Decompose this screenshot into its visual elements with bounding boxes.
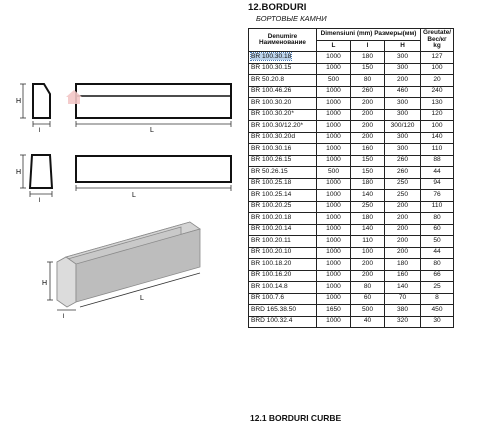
table-row [249,224,454,236]
cell-L: 1000 [317,63,351,75]
table-row [249,305,454,317]
header-denumire [249,29,317,52]
cell-name [249,270,317,282]
cell-L: 1000 [317,98,351,110]
product-code: BR 100.20.18 [251,213,292,221]
cell-l: 260 [351,86,385,98]
cell-weight: 127 [421,52,454,64]
cell-weight: 100 [421,121,454,133]
cell-H: 380 [385,305,421,317]
cell-H: 260 [385,167,421,179]
curb-elevation-1 [76,84,231,118]
cell-H: 250 [385,178,421,190]
cell-name [249,178,317,190]
curb-profile-beveled [33,84,50,118]
header-weight-ro: Greutate/ [422,29,452,37]
cell-l: 200 [351,270,385,282]
table-row [249,201,454,213]
label-l-1: l [39,127,41,134]
product-code: BR 100.16.20 [251,271,292,279]
cell-name [249,293,317,305]
cell-weight: 120 [421,109,454,121]
header-weight-unit: kg [433,42,441,50]
cell-name [249,259,317,271]
cell-H: 200 [385,201,421,213]
cell-L: 1000 [317,247,351,259]
cell-weight: 66 [421,270,454,282]
section-title: 12.BORDURI [248,2,307,13]
cell-l: 60 [351,293,385,305]
label-H-3: H [42,280,48,287]
cell-H: 300 [385,109,421,121]
cell-H: 260 [385,155,421,167]
table-row [249,132,454,144]
cell-name [249,155,317,167]
table-row [249,144,454,156]
cell-name [249,201,317,213]
cell-H: 200 [385,75,421,87]
label-H-2: H [16,169,22,176]
product-code: BR 100.46.26 [251,87,292,95]
label-L-2: L [132,192,136,199]
cell-H: 300 [385,63,421,75]
cell-weight: 130 [421,98,454,110]
product-code: BR 100.18.20 [251,259,292,267]
product-code: BR 100.30.16 [251,144,292,152]
cell-l: 150 [351,167,385,179]
cell-weight: 110 [421,144,454,156]
cell-H: 160 [385,270,421,282]
cell-weight: 44 [421,167,454,179]
table-row [249,236,454,248]
product-code: BR 100.30/12.20* [251,121,304,129]
header-denumire-ru: Наименование [259,39,306,46]
table-row [249,75,454,87]
dimension-lines-1 [20,84,50,127]
cell-name [249,213,317,225]
table-row [249,98,454,110]
product-code: BR 100.7.6 [251,294,284,302]
cell-H: 300 [385,132,421,144]
table-row [249,121,454,133]
header-L: L [317,40,351,52]
technical-drawings [0,0,240,419]
table-body [249,52,454,328]
cell-L: 1000 [317,224,351,236]
cell-H: 250 [385,190,421,202]
table-row [249,213,454,225]
cell-l: 180 [351,52,385,64]
label-L-1: L [150,127,154,134]
cell-l: 150 [351,155,385,167]
table-row [249,167,454,179]
cell-H: 300/120 [385,121,421,133]
cell-weight: 50 [421,236,454,248]
product-code: BR 100.20.14 [251,225,292,233]
cell-weight: 44 [421,247,454,259]
cell-name [249,224,317,236]
cell-H: 300 [385,52,421,64]
cell-l: 160 [351,144,385,156]
next-section-title: 12.1 BORDURI CURBE [250,413,342,423]
table-row [249,86,454,98]
cell-name [249,75,317,87]
cell-name [249,121,317,133]
product-code: BR 100.26.15 [251,156,292,164]
cell-L: 1000 [317,293,351,305]
cell-L: 1000 [317,86,351,98]
curb-3d-view [57,222,200,307]
cell-l: 140 [351,190,385,202]
cell-weight: 25 [421,282,454,294]
cell-weight: 80 [421,259,454,271]
cell-l: 80 [351,75,385,87]
table-row [249,316,454,328]
cell-L: 500 [317,167,351,179]
cell-name [249,305,317,317]
table-row [249,155,454,167]
cell-weight: 30 [421,316,454,328]
cell-L: 1000 [317,132,351,144]
cell-L: 1000 [317,52,351,64]
product-code: BR 100.30.20 [251,98,292,106]
cell-L: 1000 [317,190,351,202]
label-l-2: l [39,197,41,204]
cell-name [249,167,317,179]
cell-L: 1000 [317,316,351,328]
product-code: BR 100.14.8 [251,282,288,290]
header-H: H [385,40,421,52]
cell-L: 1000 [317,155,351,167]
dimension-lines-3 [20,155,52,197]
label-L-3: L [140,295,144,302]
header-denumire-ro: Denumire [267,32,298,40]
cell-name [249,190,317,202]
cell-l: 200 [351,109,385,121]
cell-l: 100 [351,247,385,259]
borduri-table [248,28,454,328]
header-weight [421,29,454,52]
cell-l: 200 [351,259,385,271]
cell-l: 140 [351,224,385,236]
cell-L: 1000 [317,270,351,282]
product-code: BR 100.30.18 [251,52,292,60]
cell-l: 180 [351,213,385,225]
product-code: BR 100.20.25 [251,202,292,210]
cell-l: 200 [351,121,385,133]
cell-H: 70 [385,293,421,305]
cell-weight: 94 [421,178,454,190]
cell-L: 500 [317,75,351,87]
table-row [249,52,454,64]
cell-l: 150 [351,63,385,75]
product-code: BR 100.20.10 [251,248,292,256]
cell-name [249,282,317,294]
cell-H: 200 [385,213,421,225]
cell-L: 1000 [317,201,351,213]
product-code: BR 100.25.14 [251,190,292,198]
cell-name [249,86,317,98]
product-code: BR 100.30.20* [251,110,294,118]
table-row [249,63,454,75]
header-l: l [351,40,385,52]
cell-name [249,63,317,75]
cell-l: 40 [351,316,385,328]
cell-weight: 76 [421,190,454,202]
watermark-house-icon [66,90,82,104]
cell-L: 1000 [317,178,351,190]
cell-name [249,144,317,156]
cell-weight: 60 [421,224,454,236]
cell-L: 1000 [317,109,351,121]
cell-H: 300 [385,144,421,156]
cell-L: 1000 [317,213,351,225]
cell-l: 200 [351,98,385,110]
table-row [249,293,454,305]
cell-weight: 110 [421,201,454,213]
cell-H: 320 [385,316,421,328]
cell-name [249,316,317,328]
cell-name [249,236,317,248]
table-row [249,247,454,259]
cell-H: 180 [385,259,421,271]
product-code: BR 50.20.8 [251,75,284,83]
cell-weight: 240 [421,86,454,98]
label-l-3: l [63,313,65,320]
product-code: BR 100.30.20d [251,133,295,141]
table-row [249,282,454,294]
product-code: BR 100.20.11 [251,236,291,244]
table-row [249,270,454,282]
product-code: BRD 165.38.50 [251,305,297,313]
curb-elevation-2 [76,156,231,182]
cell-H: 200 [385,224,421,236]
table-row [249,259,454,271]
cell-H: 140 [385,282,421,294]
cell-name [249,109,317,121]
cell-name [249,52,317,64]
product-code: BR 100.25.18 [251,179,292,187]
cell-H: 200 [385,247,421,259]
cell-name [249,132,317,144]
cell-L: 1000 [317,259,351,271]
dimension-lines-4 [76,185,231,191]
cell-l: 80 [351,282,385,294]
cell-weight: 100 [421,63,454,75]
cell-L: 1000 [317,121,351,133]
table-row [249,178,454,190]
curb-profile-trapezoid [30,155,52,188]
cell-l: 180 [351,178,385,190]
cell-weight: 88 [421,155,454,167]
header-dimensions: Dimensiuni (mm) Размеры(мм) [317,29,421,41]
cell-weight: 140 [421,132,454,144]
table-row [249,190,454,202]
product-code: BR 50.26.15 [251,167,288,175]
cell-l: 250 [351,201,385,213]
cell-H: 200 [385,236,421,248]
product-code: BRD 100.32.4 [251,317,293,325]
cell-l: 200 [351,132,385,144]
cell-weight: 20 [421,75,454,87]
cell-l: 110 [351,236,385,248]
cell-L: 1000 [317,282,351,294]
product-code: BR 100.30.15 [251,64,292,72]
cell-name [249,247,317,259]
cell-L: 1000 [317,236,351,248]
cell-L: 1650 [317,305,351,317]
cell-H: 460 [385,86,421,98]
header-weight-ru: Вес/кг [427,35,447,43]
section-subtitle: БОРТОВЫЕ КАМНИ [256,14,327,23]
cell-L: 1000 [317,144,351,156]
cell-weight: 8 [421,293,454,305]
cell-name [249,98,317,110]
cell-l: 500 [351,305,385,317]
cell-weight: 80 [421,213,454,225]
cell-weight: 450 [421,305,454,317]
cell-H: 300 [385,98,421,110]
table-row [249,109,454,121]
label-H-1: H [16,98,22,105]
